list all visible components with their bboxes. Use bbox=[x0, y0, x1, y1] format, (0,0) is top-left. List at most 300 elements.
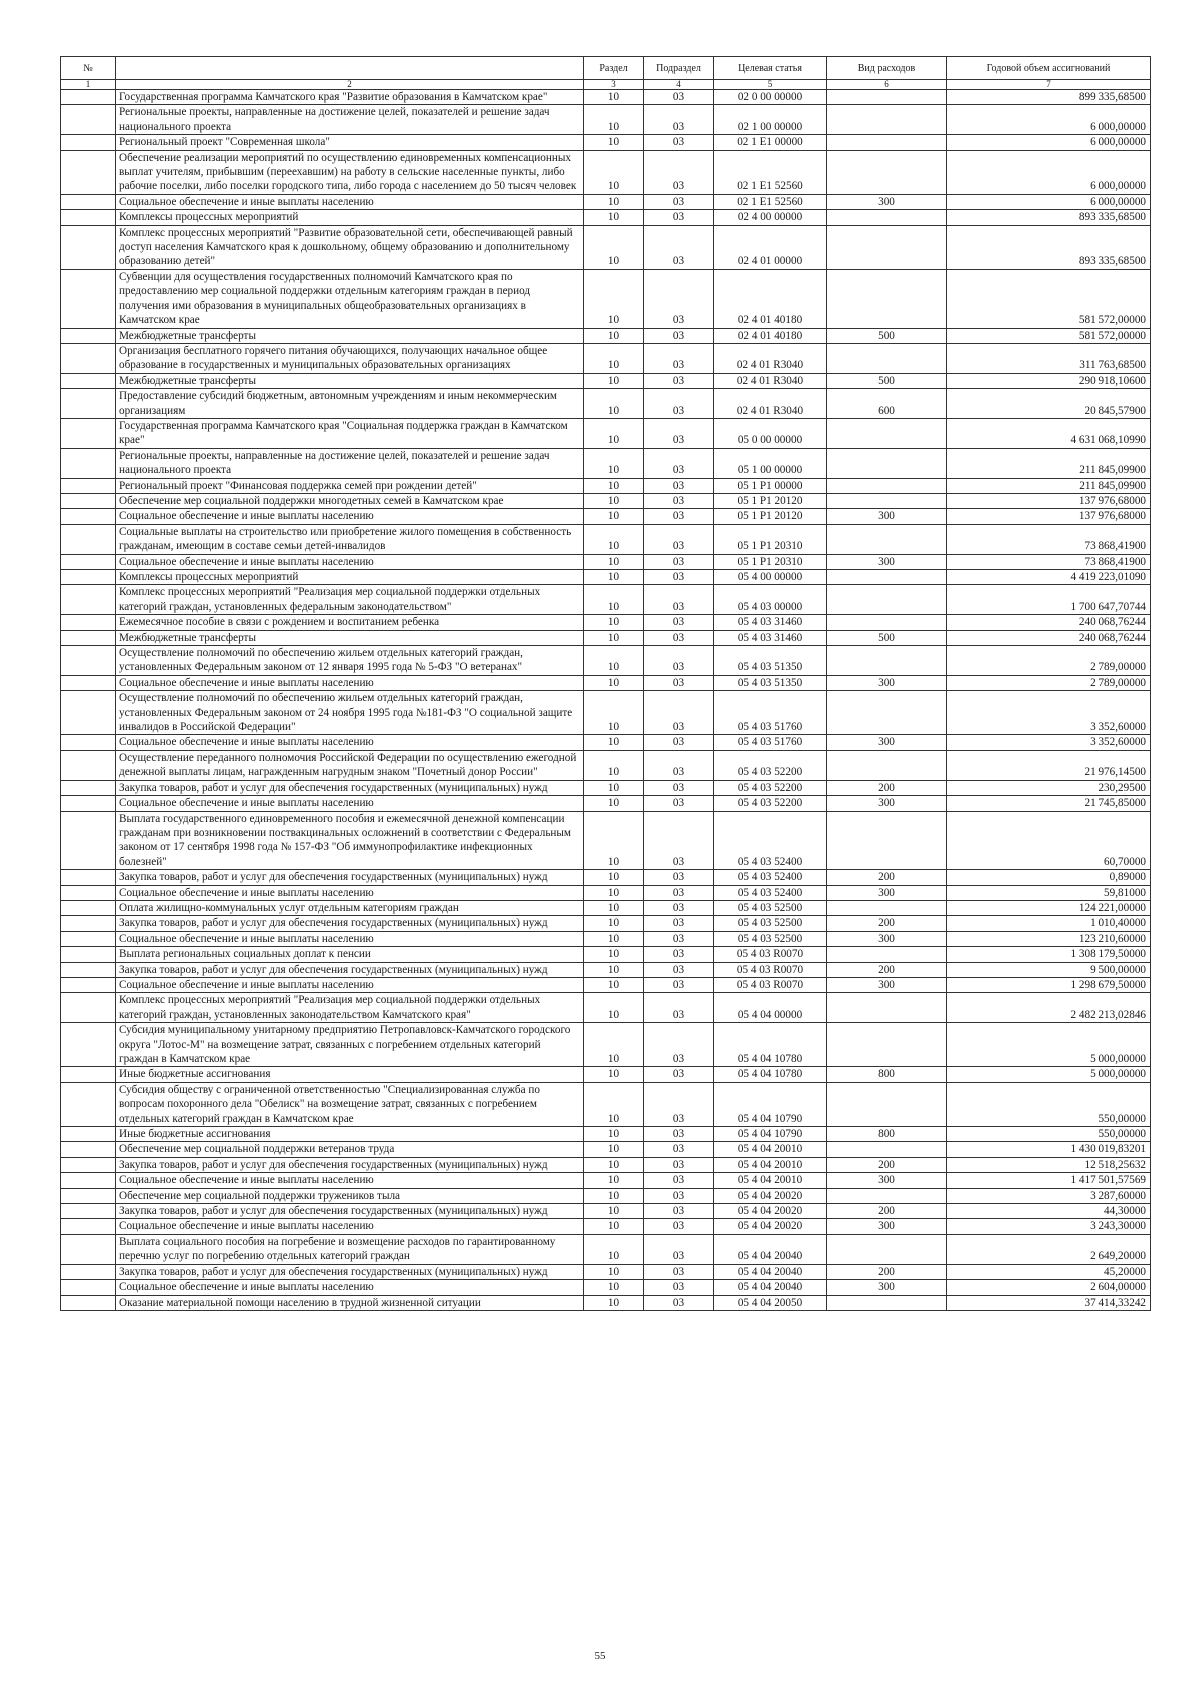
cell-name: Региональные проекты, направленные на достижение целей, показателей и решение задач национального проекта bbox=[116, 105, 584, 135]
cell-target-article: 05 4 03 52400 bbox=[714, 811, 827, 870]
cell-annual-volume: 3 352,60000 bbox=[947, 691, 1151, 735]
cell-target-article: 05 4 04 10780 bbox=[714, 1023, 827, 1067]
column-number: 4 bbox=[644, 80, 714, 90]
cell-num bbox=[61, 1280, 116, 1295]
table-row bbox=[61, 1264, 1151, 1279]
cell-annual-volume: 581 572,00000 bbox=[947, 328, 1151, 343]
cell-razdel: 10 bbox=[584, 210, 644, 225]
table-row bbox=[61, 1067, 1151, 1082]
cell-razdel: 10 bbox=[584, 225, 644, 269]
cell-podrazdel: 03 bbox=[644, 615, 714, 630]
cell-target-article: 05 4 03 R0070 bbox=[714, 977, 827, 992]
cell-expense-type: 300 bbox=[827, 931, 947, 946]
table-row bbox=[61, 1173, 1151, 1188]
cell-target-article: 05 4 03 52500 bbox=[714, 931, 827, 946]
cell-name: Закупка товаров, работ и услуг для обеспечения государственных (муниципальных) нужд bbox=[116, 780, 584, 795]
table-row bbox=[61, 1234, 1151, 1264]
cell-podrazdel: 03 bbox=[644, 811, 714, 870]
cell-podrazdel: 03 bbox=[644, 796, 714, 811]
cell-razdel: 10 bbox=[584, 916, 644, 931]
cell-target-article: 05 4 04 20020 bbox=[714, 1188, 827, 1203]
cell-expense-type bbox=[827, 570, 947, 585]
cell-name: Иные бюджетные ассигнования bbox=[116, 1127, 584, 1142]
column-number: 6 bbox=[827, 80, 947, 90]
cell-expense-type: 500 bbox=[827, 373, 947, 388]
cell-expense-type: 500 bbox=[827, 328, 947, 343]
cell-target-article: 05 4 03 52400 bbox=[714, 870, 827, 885]
cell-name: Социальное обеспечение и иные выплаты населению bbox=[116, 1173, 584, 1188]
cell-num bbox=[61, 750, 116, 780]
cell-podrazdel: 03 bbox=[644, 90, 714, 105]
cell-num bbox=[61, 343, 116, 373]
cell-name: Закупка товаров, работ и услуг для обеспечения государственных (муниципальных) нужд bbox=[116, 962, 584, 977]
cell-podrazdel: 03 bbox=[644, 646, 714, 676]
cell-annual-volume: 20 845,57900 bbox=[947, 389, 1151, 419]
table-row bbox=[61, 916, 1151, 931]
cell-num bbox=[61, 210, 116, 225]
cell-razdel: 10 bbox=[584, 1234, 644, 1264]
cell-podrazdel: 03 bbox=[644, 373, 714, 388]
cell-name: Социальное обеспечение и иные выплаты населению bbox=[116, 885, 584, 900]
cell-num bbox=[61, 1219, 116, 1234]
table-row bbox=[61, 90, 1151, 105]
cell-podrazdel: 03 bbox=[644, 150, 714, 194]
cell-annual-volume: 230,29500 bbox=[947, 780, 1151, 795]
cell-num bbox=[61, 916, 116, 931]
table-row bbox=[61, 373, 1151, 388]
cell-target-article: 05 4 04 20010 bbox=[714, 1173, 827, 1188]
cell-razdel: 10 bbox=[584, 478, 644, 493]
cell-podrazdel: 03 bbox=[644, 1142, 714, 1157]
cell-num bbox=[61, 105, 116, 135]
cell-razdel: 10 bbox=[584, 135, 644, 150]
cell-num bbox=[61, 194, 116, 209]
cell-podrazdel: 03 bbox=[644, 328, 714, 343]
cell-num bbox=[61, 1295, 116, 1310]
cell-name: Социальное обеспечение и иные выплаты населению bbox=[116, 735, 584, 750]
cell-name: Обеспечение реализации мероприятий по осуществлению единовременных компенсационных выплат учителям, прибывшим (переехавшим) на работу в сельские населенные пункты, либо рабочие поселки, либо поселки городского типа, либо города с населением до 50 тысяч человек bbox=[116, 150, 584, 194]
cell-annual-volume: 5 000,00000 bbox=[947, 1023, 1151, 1067]
cell-annual-volume: 581 572,00000 bbox=[947, 269, 1151, 328]
col-header-expense-type: Вид расходов bbox=[827, 57, 947, 80]
cell-razdel: 10 bbox=[584, 1142, 644, 1157]
table-row bbox=[61, 1142, 1151, 1157]
cell-annual-volume: 899 335,68500 bbox=[947, 90, 1151, 105]
cell-podrazdel: 03 bbox=[644, 962, 714, 977]
cell-target-article: 02 0 00 00000 bbox=[714, 90, 827, 105]
cell-name: Закупка товаров, работ и услуг для обеспечения государственных (муниципальных) нужд bbox=[116, 1204, 584, 1219]
cell-razdel: 10 bbox=[584, 554, 644, 569]
cell-target-article: 02 1 E1 52560 bbox=[714, 194, 827, 209]
cell-expense-type: 300 bbox=[827, 675, 947, 690]
cell-razdel: 10 bbox=[584, 1188, 644, 1203]
page-number: 55 bbox=[594, 1650, 606, 1662]
table-row bbox=[61, 780, 1151, 795]
cell-name: Закупка товаров, работ и услуг для обеспечения государственных (муниципальных) нужд bbox=[116, 870, 584, 885]
cell-expense-type: 300 bbox=[827, 1219, 947, 1234]
table-row bbox=[61, 750, 1151, 780]
table-row bbox=[61, 478, 1151, 493]
cell-annual-volume: 311 763,68500 bbox=[947, 343, 1151, 373]
cell-name: Социальное обеспечение и иные выплаты населению bbox=[116, 977, 584, 992]
table-row bbox=[61, 570, 1151, 585]
cell-razdel: 10 bbox=[584, 811, 644, 870]
cell-name: Комплекс процессных мероприятий "Реализация мер социальной поддержки отдельных категорий граждан, установленных федеральным законодательством" bbox=[116, 585, 584, 615]
cell-annual-volume: 9 500,00000 bbox=[947, 962, 1151, 977]
cell-target-article: 02 1 E1 52560 bbox=[714, 150, 827, 194]
cell-annual-volume: 2 649,20000 bbox=[947, 1234, 1151, 1264]
cell-annual-volume: 6 000,00000 bbox=[947, 105, 1151, 135]
cell-target-article: 05 1 P1 20120 bbox=[714, 509, 827, 524]
cell-podrazdel: 03 bbox=[644, 1082, 714, 1126]
cell-podrazdel: 03 bbox=[644, 448, 714, 478]
cell-expense-type bbox=[827, 1234, 947, 1264]
cell-num bbox=[61, 1234, 116, 1264]
cell-podrazdel: 03 bbox=[644, 630, 714, 645]
cell-target-article: 05 4 03 52200 bbox=[714, 750, 827, 780]
cell-podrazdel: 03 bbox=[644, 780, 714, 795]
cell-annual-volume: 0,89000 bbox=[947, 870, 1151, 885]
table-row bbox=[61, 554, 1151, 569]
cell-expense-type: 800 bbox=[827, 1067, 947, 1082]
cell-name: Государственная программа Камчатского края "Развитие образования в Камчатском крае" bbox=[116, 90, 584, 105]
cell-expense-type: 200 bbox=[827, 1264, 947, 1279]
cell-name: Государственная программа Камчатского края "Социальная поддержка граждан в Камчатском крае" bbox=[116, 418, 584, 448]
cell-podrazdel: 03 bbox=[644, 1280, 714, 1295]
cell-razdel: 10 bbox=[584, 524, 644, 554]
cell-expense-type bbox=[827, 524, 947, 554]
cell-name: Социальное обеспечение и иные выплаты населению bbox=[116, 509, 584, 524]
cell-annual-volume: 6 000,00000 bbox=[947, 135, 1151, 150]
cell-annual-volume: 5 000,00000 bbox=[947, 1067, 1151, 1082]
cell-annual-volume: 2 789,00000 bbox=[947, 675, 1151, 690]
cell-razdel: 10 bbox=[584, 947, 644, 962]
table-row bbox=[61, 1127, 1151, 1142]
cell-podrazdel: 03 bbox=[644, 1188, 714, 1203]
cell-name: Закупка товаров, работ и услуг для обеспечения государственных (муниципальных) нужд bbox=[116, 1157, 584, 1172]
cell-annual-volume: 60,70000 bbox=[947, 811, 1151, 870]
cell-name: Комплексы процессных мероприятий bbox=[116, 210, 584, 225]
cell-expense-type bbox=[827, 269, 947, 328]
cell-razdel: 10 bbox=[584, 993, 644, 1023]
cell-podrazdel: 03 bbox=[644, 554, 714, 569]
cell-podrazdel: 03 bbox=[644, 210, 714, 225]
cell-razdel: 10 bbox=[584, 373, 644, 388]
cell-name: Обеспечение мер социальной поддержки многодетных семей в Камчатском крае bbox=[116, 493, 584, 508]
cell-expense-type bbox=[827, 210, 947, 225]
cell-num bbox=[61, 524, 116, 554]
table-row bbox=[61, 418, 1151, 448]
cell-num bbox=[61, 448, 116, 478]
cell-target-article: 05 4 03 51350 bbox=[714, 675, 827, 690]
cell-name: Социальное обеспечение и иные выплаты населению bbox=[116, 194, 584, 209]
cell-razdel: 10 bbox=[584, 780, 644, 795]
cell-target-article: 02 1 00 00000 bbox=[714, 105, 827, 135]
cell-expense-type bbox=[827, 993, 947, 1023]
cell-num bbox=[61, 1067, 116, 1082]
cell-num bbox=[61, 1204, 116, 1219]
table-row bbox=[61, 1280, 1151, 1295]
cell-annual-volume: 73 868,41900 bbox=[947, 554, 1151, 569]
cell-annual-volume: 1 298 679,50000 bbox=[947, 977, 1151, 992]
cell-name: Межбюджетные трансферты bbox=[116, 630, 584, 645]
cell-target-article: 02 4 00 00000 bbox=[714, 210, 827, 225]
cell-razdel: 10 bbox=[584, 1023, 644, 1067]
table-row bbox=[61, 524, 1151, 554]
cell-expense-type bbox=[827, 646, 947, 676]
cell-target-article: 05 4 04 20010 bbox=[714, 1157, 827, 1172]
cell-expense-type: 600 bbox=[827, 389, 947, 419]
cell-podrazdel: 03 bbox=[644, 1157, 714, 1172]
cell-name: Социальное обеспечение и иные выплаты населению bbox=[116, 931, 584, 946]
cell-num bbox=[61, 962, 116, 977]
cell-expense-type bbox=[827, 1023, 947, 1067]
cell-num bbox=[61, 478, 116, 493]
cell-razdel: 10 bbox=[584, 735, 644, 750]
cell-target-article: 02 4 01 R3040 bbox=[714, 389, 827, 419]
cell-name: Осуществление переданного полномочия Российской Федерации по осуществлению ежегодной денежной выплаты лицам, награжденным нагрудным знаком "Почетный донор России" bbox=[116, 750, 584, 780]
cell-target-article: 02 4 01 40180 bbox=[714, 269, 827, 328]
cell-expense-type: 200 bbox=[827, 1204, 947, 1219]
cell-annual-volume: 893 335,68500 bbox=[947, 225, 1151, 269]
cell-num bbox=[61, 646, 116, 676]
table-row bbox=[61, 269, 1151, 328]
cell-expense-type: 200 bbox=[827, 870, 947, 885]
cell-razdel: 10 bbox=[584, 269, 644, 328]
cell-num bbox=[61, 900, 116, 915]
cell-num bbox=[61, 885, 116, 900]
cell-annual-volume: 137 976,68000 bbox=[947, 509, 1151, 524]
cell-razdel: 10 bbox=[584, 448, 644, 478]
cell-annual-volume: 123 210,60000 bbox=[947, 931, 1151, 946]
cell-num bbox=[61, 570, 116, 585]
cell-razdel: 10 bbox=[584, 1295, 644, 1310]
cell-annual-volume: 59,81000 bbox=[947, 885, 1151, 900]
cell-razdel: 10 bbox=[584, 90, 644, 105]
cell-annual-volume: 45,20000 bbox=[947, 1264, 1151, 1279]
cell-annual-volume: 211 845,09900 bbox=[947, 448, 1151, 478]
cell-expense-type bbox=[827, 418, 947, 448]
table-row bbox=[61, 993, 1151, 1023]
cell-target-article: 05 4 04 20050 bbox=[714, 1295, 827, 1310]
cell-razdel: 10 bbox=[584, 931, 644, 946]
header-row bbox=[61, 57, 1151, 80]
cell-expense-type: 200 bbox=[827, 1157, 947, 1172]
cell-name: Оказание материальной помощи населению в трудной жизненной ситуации bbox=[116, 1295, 584, 1310]
cell-expense-type: 300 bbox=[827, 1173, 947, 1188]
cell-annual-volume: 6 000,00000 bbox=[947, 194, 1151, 209]
cell-podrazdel: 03 bbox=[644, 1067, 714, 1082]
cell-annual-volume: 4 631 068,10990 bbox=[947, 418, 1151, 448]
table-row bbox=[61, 675, 1151, 690]
cell-num bbox=[61, 225, 116, 269]
column-number: 2 bbox=[116, 80, 584, 90]
cell-podrazdel: 03 bbox=[644, 478, 714, 493]
cell-razdel: 10 bbox=[584, 1157, 644, 1172]
table-row bbox=[61, 194, 1151, 209]
cell-annual-volume: 240 068,76244 bbox=[947, 630, 1151, 645]
cell-num bbox=[61, 1188, 116, 1203]
cell-name: Закупка товаров, работ и услуг для обеспечения государственных (муниципальных) нужд bbox=[116, 1264, 584, 1279]
cell-expense-type: 200 bbox=[827, 962, 947, 977]
table-row bbox=[61, 1295, 1151, 1310]
cell-expense-type: 200 bbox=[827, 916, 947, 931]
cell-expense-type bbox=[827, 811, 947, 870]
cell-expense-type bbox=[827, 947, 947, 962]
cell-razdel: 10 bbox=[584, 900, 644, 915]
cell-target-article: 02 4 01 00000 bbox=[714, 225, 827, 269]
cell-num bbox=[61, 630, 116, 645]
cell-expense-type: 300 bbox=[827, 796, 947, 811]
cell-target-article: 05 4 03 31460 bbox=[714, 630, 827, 645]
col-header-target-article: Целевая статья bbox=[714, 57, 827, 80]
cell-target-article: 05 4 00 00000 bbox=[714, 570, 827, 585]
table-row bbox=[61, 1157, 1151, 1172]
cell-annual-volume: 550,00000 bbox=[947, 1082, 1151, 1126]
cell-annual-volume: 1 430 019,83201 bbox=[947, 1142, 1151, 1157]
cell-target-article: 05 4 04 20010 bbox=[714, 1142, 827, 1157]
cell-num bbox=[61, 977, 116, 992]
table-row bbox=[61, 493, 1151, 508]
cell-expense-type bbox=[827, 585, 947, 615]
cell-razdel: 10 bbox=[584, 570, 644, 585]
cell-name: Обеспечение мер социальной поддержки ветеранов труда bbox=[116, 1142, 584, 1157]
cell-razdel: 10 bbox=[584, 885, 644, 900]
cell-razdel: 10 bbox=[584, 977, 644, 992]
col-header-podrazdel: Подраздел bbox=[644, 57, 714, 80]
cell-razdel: 10 bbox=[584, 105, 644, 135]
cell-razdel: 10 bbox=[584, 493, 644, 508]
table-row bbox=[61, 615, 1151, 630]
cell-num bbox=[61, 373, 116, 388]
cell-name: Субсидия обществу с ограниченной ответственностью "Специализированная служба по вопросам похоронного дела "Обелиск" на возмещение затрат, связанных с погребением отдельных категорий граждан в Камчатском крае bbox=[116, 1082, 584, 1126]
cell-annual-volume: 1 010,40000 bbox=[947, 916, 1151, 931]
cell-expense-type bbox=[827, 150, 947, 194]
cell-target-article: 05 4 04 20020 bbox=[714, 1219, 827, 1234]
cell-expense-type: 300 bbox=[827, 194, 947, 209]
cell-num bbox=[61, 389, 116, 419]
cell-expense-type bbox=[827, 615, 947, 630]
cell-annual-volume: 21 976,14500 bbox=[947, 750, 1151, 780]
cell-razdel: 10 bbox=[584, 1204, 644, 1219]
cell-name: Комплекс процессных мероприятий "Развитие образовательной сети, обеспечивающей равный доступ населения Камчатского края к дошкольному, общему образованию и дополнительному образованию детей" bbox=[116, 225, 584, 269]
cell-name: Закупка товаров, работ и услуг для обеспечения государственных (муниципальных) нужд bbox=[116, 916, 584, 931]
cell-num bbox=[61, 796, 116, 811]
cell-name: Ежемесячное пособие в связи с рождением и воспитанием ребенка bbox=[116, 615, 584, 630]
cell-target-article: 05 4 03 31460 bbox=[714, 615, 827, 630]
cell-name: Осуществление полномочий по обеспечению жильем отдельных категорий граждан, установленных Федеральным законом от 12 января 1995 года № 5-ФЗ "О ветеранах" bbox=[116, 646, 584, 676]
column-number: 3 bbox=[584, 80, 644, 90]
cell-razdel: 10 bbox=[584, 691, 644, 735]
cell-name: Выплата социального пособия на погребение и возмещение расходов по гарантированному перечню услуг по погребению отдельных категорий граждан bbox=[116, 1234, 584, 1264]
cell-num bbox=[61, 615, 116, 630]
cell-podrazdel: 03 bbox=[644, 1219, 714, 1234]
cell-expense-type bbox=[827, 448, 947, 478]
cell-expense-type bbox=[827, 135, 947, 150]
cell-target-article: 05 1 P1 20310 bbox=[714, 524, 827, 554]
cell-target-article: 05 4 03 52200 bbox=[714, 780, 827, 795]
cell-expense-type bbox=[827, 691, 947, 735]
cell-expense-type bbox=[827, 900, 947, 915]
cell-razdel: 10 bbox=[584, 1280, 644, 1295]
cell-razdel: 10 bbox=[584, 328, 644, 343]
cell-target-article: 05 1 P1 00000 bbox=[714, 478, 827, 493]
cell-expense-type bbox=[827, 493, 947, 508]
cell-num bbox=[61, 675, 116, 690]
cell-podrazdel: 03 bbox=[644, 1295, 714, 1310]
cell-num bbox=[61, 870, 116, 885]
cell-name: Субсидия муниципальному унитарному предприятию Петропавловск-Камчатского городского округа "Лотос-М" на возмещение затрат, связанных с погребением отдельных категорий граждан в Камчатском крае bbox=[116, 1023, 584, 1067]
col-header-annual-volume: Годовой объем ассигнований bbox=[947, 57, 1151, 80]
cell-name: Оплата жилищно-коммунальных услуг отдельным категориям граждан bbox=[116, 900, 584, 915]
cell-annual-volume: 37 414,33242 bbox=[947, 1295, 1151, 1310]
cell-annual-volume: 137 976,68000 bbox=[947, 493, 1151, 508]
column-number-row bbox=[61, 80, 1151, 90]
cell-expense-type bbox=[827, 90, 947, 105]
cell-num bbox=[61, 554, 116, 569]
cell-target-article: 05 4 03 00000 bbox=[714, 585, 827, 615]
cell-razdel: 10 bbox=[584, 675, 644, 690]
column-number: 7 bbox=[947, 80, 1151, 90]
cell-num bbox=[61, 150, 116, 194]
table-row bbox=[61, 811, 1151, 870]
table-row bbox=[61, 328, 1151, 343]
cell-razdel: 10 bbox=[584, 870, 644, 885]
table-row bbox=[61, 962, 1151, 977]
cell-name: Межбюджетные трансферты bbox=[116, 373, 584, 388]
cell-annual-volume: 2 482 213,02846 bbox=[947, 993, 1151, 1023]
cell-name: Социальные выплаты на строительство или приобретение жилого помещения в собственность гражданам, имеющим в составе семьи детей-инвалидов bbox=[116, 524, 584, 554]
cell-target-article: 02 4 01 R3040 bbox=[714, 343, 827, 373]
cell-podrazdel: 03 bbox=[644, 1204, 714, 1219]
cell-name: Социальное обеспечение и иные выплаты населению bbox=[116, 1219, 584, 1234]
cell-razdel: 10 bbox=[584, 1173, 644, 1188]
cell-expense-type: 500 bbox=[827, 630, 947, 645]
cell-razdel: 10 bbox=[584, 615, 644, 630]
cell-annual-volume: 73 868,41900 bbox=[947, 524, 1151, 554]
column-number: 5 bbox=[714, 80, 827, 90]
cell-razdel: 10 bbox=[584, 1127, 644, 1142]
cell-annual-volume: 211 845,09900 bbox=[947, 478, 1151, 493]
cell-annual-volume: 44,30000 bbox=[947, 1204, 1151, 1219]
cell-target-article: 05 1 00 00000 bbox=[714, 448, 827, 478]
cell-razdel: 10 bbox=[584, 389, 644, 419]
cell-expense-type: 300 bbox=[827, 1280, 947, 1295]
cell-podrazdel: 03 bbox=[644, 691, 714, 735]
cell-target-article: 05 4 04 20020 bbox=[714, 1204, 827, 1219]
cell-podrazdel: 03 bbox=[644, 343, 714, 373]
cell-razdel: 10 bbox=[584, 1264, 644, 1279]
cell-podrazdel: 03 bbox=[644, 269, 714, 328]
cell-target-article: 05 4 03 R0070 bbox=[714, 962, 827, 977]
cell-podrazdel: 03 bbox=[644, 418, 714, 448]
cell-annual-volume: 2 789,00000 bbox=[947, 646, 1151, 676]
cell-razdel: 10 bbox=[584, 343, 644, 373]
cell-podrazdel: 03 bbox=[644, 1264, 714, 1279]
cell-name: Социальное обеспечение и иные выплаты населению bbox=[116, 1280, 584, 1295]
cell-razdel: 10 bbox=[584, 646, 644, 676]
table-row bbox=[61, 1082, 1151, 1126]
table-row bbox=[61, 977, 1151, 992]
table-row bbox=[61, 630, 1151, 645]
cell-target-article: 05 4 03 52500 bbox=[714, 916, 827, 931]
cell-podrazdel: 03 bbox=[644, 977, 714, 992]
table-row bbox=[61, 585, 1151, 615]
cell-target-article: 05 4 04 20040 bbox=[714, 1280, 827, 1295]
cell-num bbox=[61, 585, 116, 615]
table-row bbox=[61, 870, 1151, 885]
cell-name: Предоставление субсидий бюджетным, автономным учреждениям и иным некоммерческим организациям bbox=[116, 389, 584, 419]
